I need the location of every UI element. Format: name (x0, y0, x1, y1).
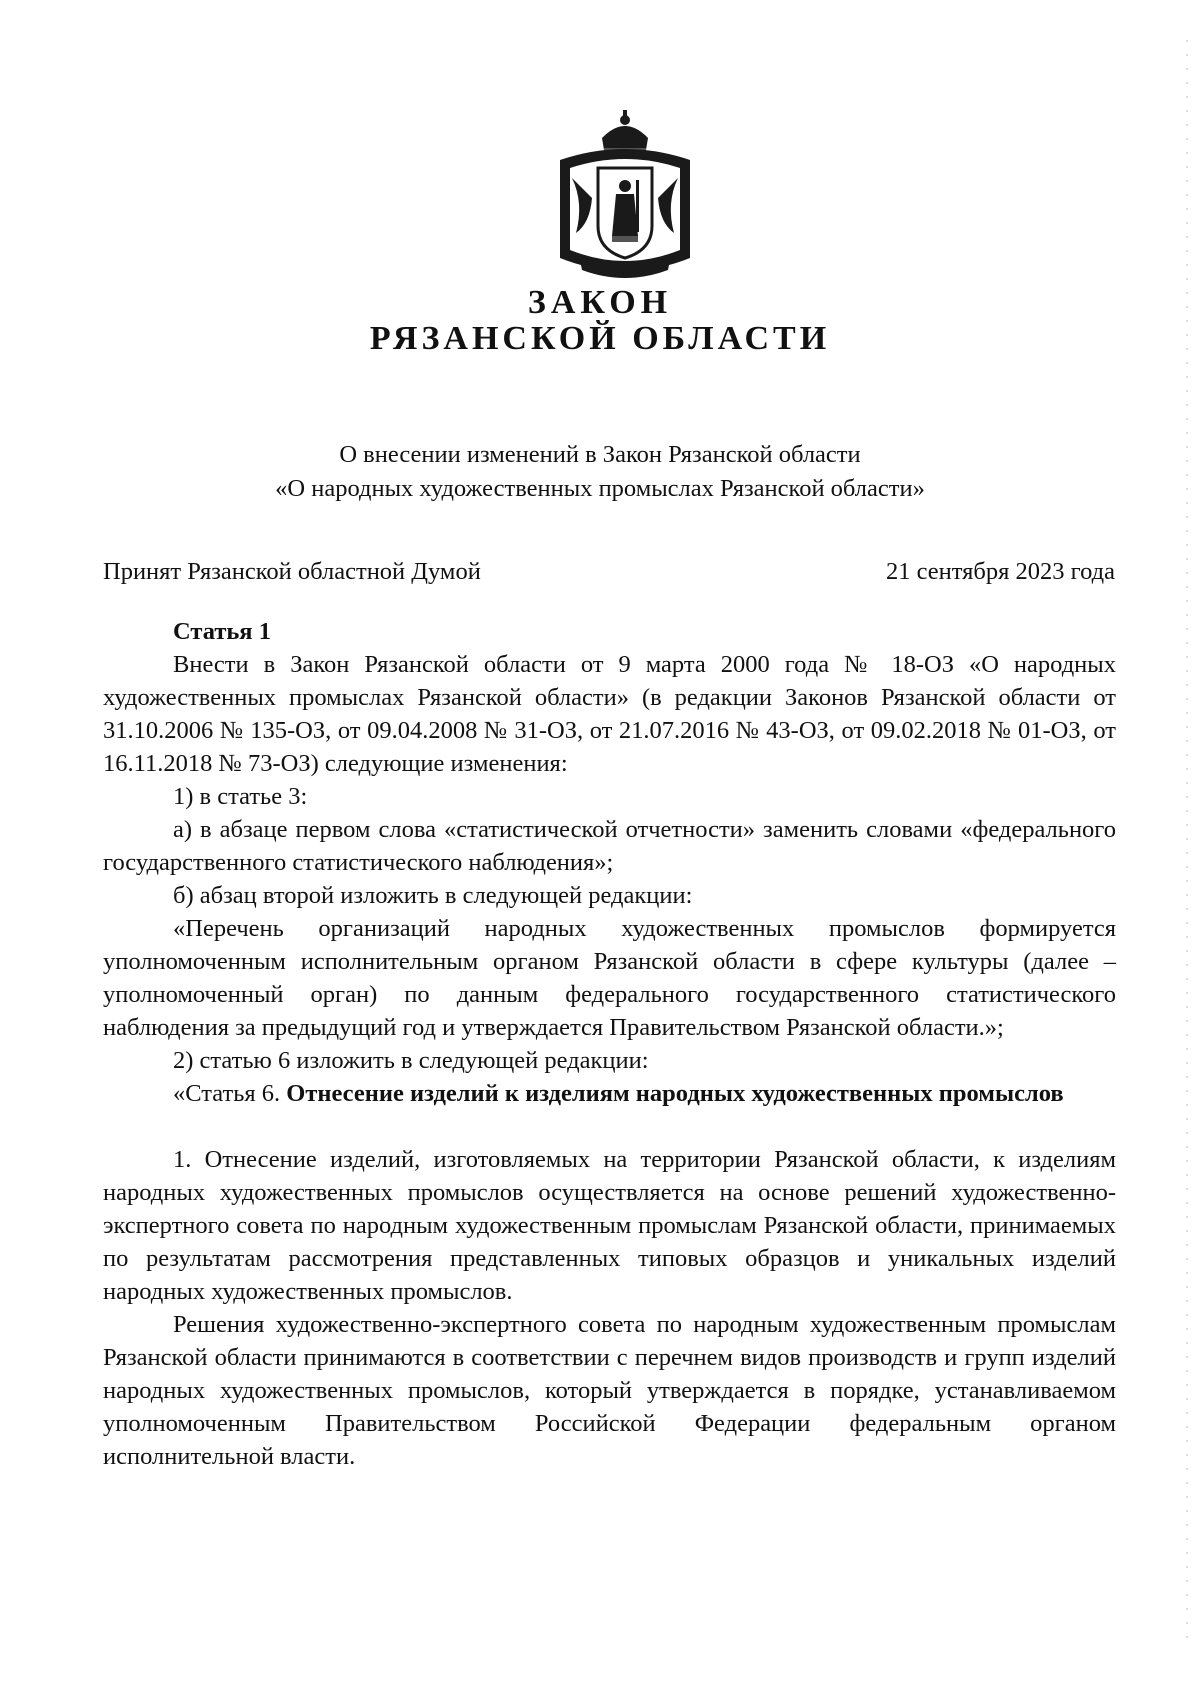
article6-title: Отнесение изделий к изделиям народных художественных промыслов (286, 1080, 1064, 1107)
subtitle-line: «О народных художественных промыслах Рязанской области» (275, 475, 925, 502)
adopted-by: Принят Рязанской областной Думой (103, 558, 481, 585)
article6-prefix: «Статья 6. (173, 1080, 287, 1107)
paragraph: Внести в Закон Рязанской области от 9 марта 2000 года № 18-ОЗ «О народных художественных промыслах Рязанской области» (в редакции Законов Рязанской области от 31.10.2006 № 135-ОЗ, от 09.04.2008 № 31-ОЗ, от 21.07.2016 № 43-ОЗ, от 09.02.2018 № 01-ОЗ, от 16.11.2018 № 73-ОЗ) следующие изменения: (103, 651, 1116, 777)
paragraph: «Перечень организаций народных художественных промыслов формируется уполномоченным исполнительным органом Рязанской области в сфере культуры (далее – уполномоченный орган) по данным федерального государственного статистического наблюдения за предыдущий год и утверждается Правительством Рязанской области.»; (103, 915, 1116, 1041)
paragraph: Решения художественно-экспертного совета по народным художественным промыслам Рязанской области принимаются в соответствии с перечнем видов производств и групп изделий народных художественных промыслов, который утверждается в порядке, устанавливаемом уполномоченным Правительством Российской Федерации федеральным органом исполнительной власти. (103, 1311, 1116, 1470)
article-heading: Статья 1 (173, 618, 271, 645)
article6-heading (103, 1077, 1116, 1110)
paragraph: 2) статью 6 изложить в следующей редакции: (173, 1047, 649, 1074)
spacer (103, 1110, 1116, 1143)
ryazan-coat-of-arms-icon (550, 108, 700, 286)
law-title: ЗАКОН (527, 284, 673, 321)
law-subtitle (0, 438, 1200, 506)
paragraph: а) в абзаце первом слова «статистической отчетности» заменить словами «федерального государственного статистического наблюдения»; (103, 816, 1116, 876)
paragraph: 1) в статье 3: (173, 783, 308, 810)
scan-edge-mark (1186, 40, 1188, 1640)
document-body (103, 615, 1116, 1473)
subtitle-line: О внесении изменений в Закон Рязанской области (339, 441, 861, 468)
paragraph: 1. Отнесение изделий, изготовляемых на территории Рязанской области, к изделиям народных художественных промыслов осуществляется на основе решений художественно-экспертного совета по народным художественным промыслам Рязанской области, принимаемых по результатам рассмотрения представленных типовых образцов и уникальных изделий народных художественных промыслов. (103, 1146, 1116, 1305)
adoption-date: 21 сентября 2023 года (886, 558, 1115, 585)
paragraph: б) абзац второй изложить в следующей редакции: (173, 882, 693, 909)
law-region-title: РЯЗАНСКОЙ ОБЛАСТИ (369, 320, 831, 357)
adoption-row (103, 558, 1115, 586)
